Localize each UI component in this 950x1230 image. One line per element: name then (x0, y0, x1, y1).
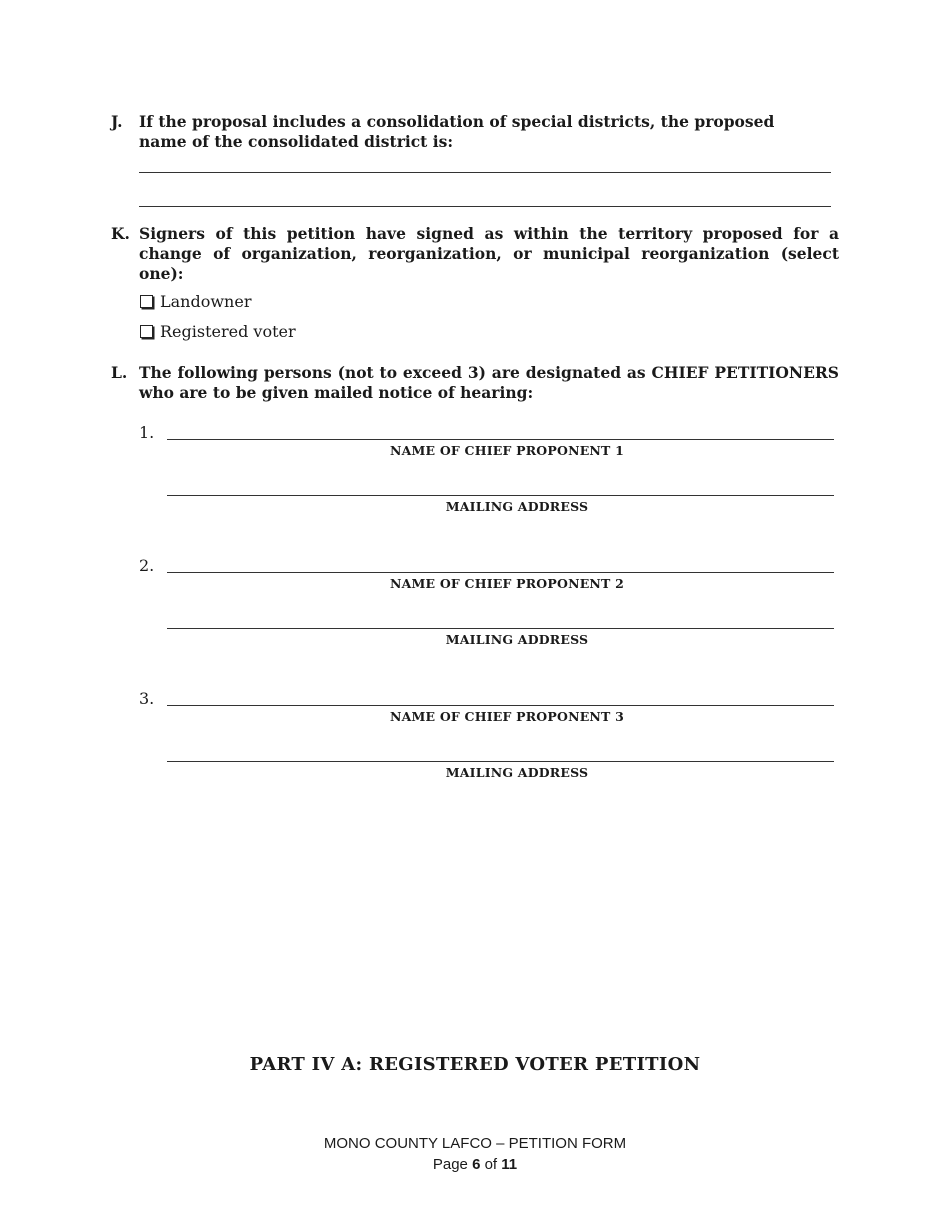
consolidated-name-line-1[interactable] (139, 172, 831, 173)
chief-proponent-2-address-label: MAILING ADDRESS (445, 632, 589, 647)
section-l-letter: L. (111, 363, 128, 382)
entry-2-number: 2. (139, 556, 155, 575)
chief-proponent-2-address-line[interactable] (167, 628, 834, 629)
registered-voter-label: Registered voter (160, 322, 296, 341)
section-j-letter: J. (111, 112, 123, 131)
registered-voter-option[interactable] (140, 322, 296, 341)
page-total: 11 (501, 1156, 518, 1173)
landowner-label: Landowner (160, 292, 252, 311)
landowner-option[interactable] (140, 292, 251, 311)
section-l-question: The following persons (not to exceed 3) are designated as CHIEF PETITIONERS who are to be given mailed notice of hearing: (139, 363, 839, 402)
chief-proponent-1-address-line[interactable] (167, 495, 834, 496)
landowner-checkbox[interactable] (140, 295, 153, 308)
chief-proponent-3-address-line[interactable] (167, 761, 834, 762)
entry-3-number: 3. (139, 689, 155, 708)
section-j-question: If the proposal includes a consolidation of special districts, the proposed name of the consolidated district is: (139, 112, 775, 151)
chief-proponent-2-name-line[interactable] (167, 572, 834, 573)
page-current: 6 (472, 1156, 481, 1173)
section-k-question: Signers of this petition have signed as within the territory proposed for a change of organization, reorganization, or municipal reorganization (select one): (139, 224, 839, 283)
page-prefix: Page (432, 1156, 468, 1173)
chief-proponent-1-address-label: MAILING ADDRESS (445, 499, 589, 514)
chief-proponent-2-name-label: NAME OF CHIEF PROPONENT 2 (389, 576, 624, 591)
footer-page-number (0, 1154, 950, 1175)
chief-proponent-3-name-label: NAME OF CHIEF PROPONENT 3 (389, 709, 624, 724)
footer (0, 1133, 950, 1175)
footer-form-name: MONO COUNTY LAFCO – PETITION FORM (323, 1135, 627, 1152)
chief-proponent-1-name-label: NAME OF CHIEF PROPONENT 1 (389, 443, 624, 458)
section-k-letter: K. (111, 224, 130, 243)
chief-proponent-3-address-label: MAILING ADDRESS (445, 765, 589, 780)
entry-1-number: 1. (139, 423, 155, 442)
page-of: of (484, 1156, 498, 1173)
consolidated-name-line-2[interactable] (139, 206, 831, 207)
chief-proponent-3-name-line[interactable] (167, 705, 834, 706)
registered-voter-checkbox[interactable] (140, 325, 153, 338)
chief-proponent-1-name-line[interactable] (167, 439, 834, 440)
part-title: PART IV A: REGISTERED VOTER PETITION (249, 1054, 701, 1075)
